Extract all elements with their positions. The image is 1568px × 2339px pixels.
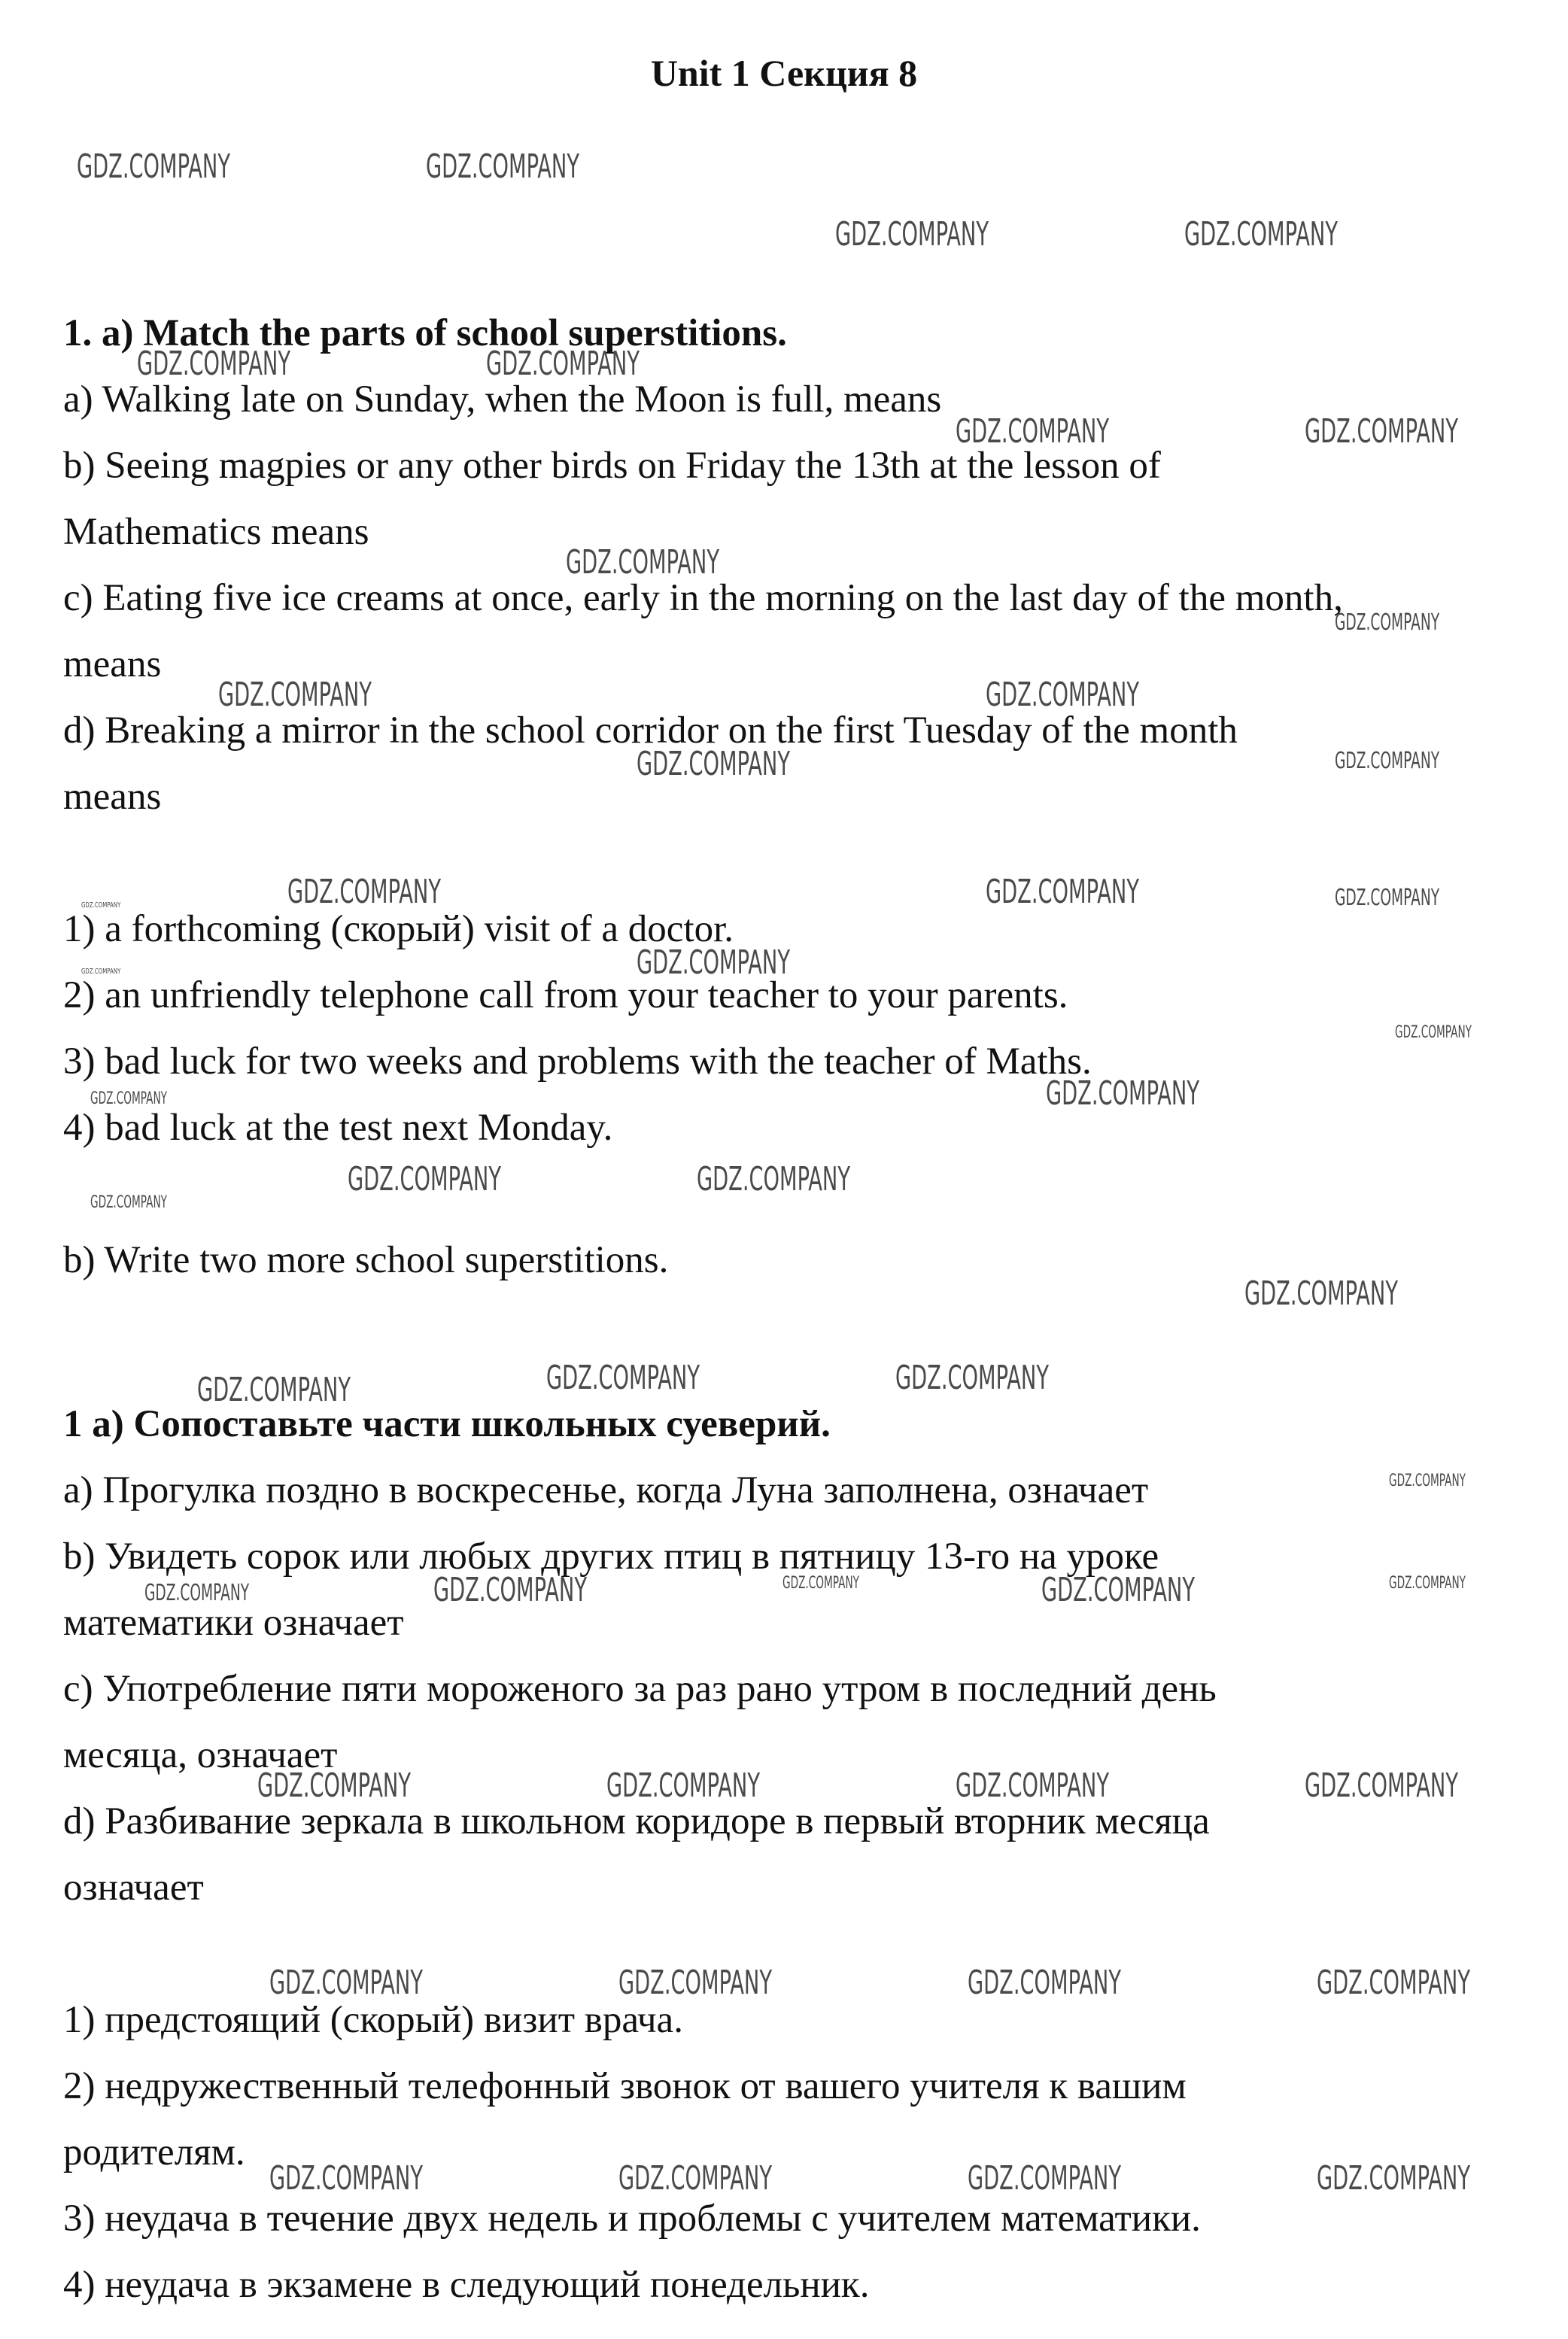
watermark: GDZ.COMPANY [218,676,372,714]
watermark: GDZ.COMPANY [968,1964,1122,2002]
watermark: GDZ.COMPANY [1395,1023,1472,1042]
russian-line-d-cont: означает [63,1867,204,1909]
watermark: GDZ.COMPANY [1305,1766,1459,1805]
russian-line-c: c) Употребление пяти мороженого за раз рано утром в последний день [63,1668,1217,1710]
english-line-c: c) Eating five ice creams at once, early in the morning on the last day of the month, [63,577,1343,619]
english-line-d-cont: means [63,776,162,818]
watermark: GDZ.COMPANY [546,1359,700,1397]
watermark: GDZ.COMPANY [895,1359,1050,1397]
watermark: GDZ.COMPANY [137,345,291,383]
russian-heading: 1 а) Сопоставьте части школьных суеверий. [63,1403,831,1445]
watermark: GDZ.COMPANY [257,1766,412,1805]
english-line-d: d) Breaking a mirror in the school corridor on the first Tuesday of the month [63,709,1238,752]
watermark: GDZ.COMPANY [348,1160,502,1198]
watermark: GDZ.COMPANY [1317,2159,1471,2198]
watermark: GDZ.COMPANY [1317,1964,1471,2002]
watermark: GDZ.COMPANY [269,1964,424,2002]
watermark: GDZ.COMPANY [1041,1571,1196,1609]
english-line-b: b) Seeing magpies or any other birds on Friday the 13th at the lesson of [63,445,1161,487]
watermark: GDZ.COMPANY [1335,885,1440,911]
russian-option-1: 1) предстоящий (скорый) визит врача. [63,1999,683,2041]
english-option-1: 1) a forthcoming (скорый) visit of a doctor. [63,908,734,950]
watermark: GDZ.COMPANY [986,873,1140,911]
watermark: GDZ.COMPANY [1046,1074,1200,1113]
watermark: GDZ.COMPANY [426,147,580,186]
watermark: GDZ.COMPANY [637,745,791,783]
watermark: GDZ.COMPANY [90,1089,168,1108]
russian-option-2-cont: родителям. [63,2131,245,2173]
watermark: GDZ.COMPANY [697,1160,851,1198]
russian-line-b-cont: математики означает [63,1602,404,1644]
watermark: GDZ.COMPANY [486,345,640,383]
watermark: GDZ.COMPANY [433,1571,588,1609]
watermark: GDZ.COMPANY [287,873,442,911]
watermark: GDZ.COMPANY [1389,1472,1466,1490]
watermark: GDZ.COMPANY [835,215,989,254]
page-title: Unit 1 Секция 8 [650,52,918,94]
watermark: GDZ.COMPANY [1184,215,1339,254]
watermark: GDZ.COMPANY [782,1574,860,1593]
watermark: GDZ.COMPANY [1305,412,1459,451]
watermark: GDZ.COMPANY [968,2159,1122,2198]
watermark: GDZ.COMPANY [1244,1274,1399,1313]
russian-line-a: a) Прогулка поздно в воскресенье, когда Луна заполнена, означает [63,1469,1149,1511]
watermark: GDZ.COMPANY [197,1371,351,1409]
watermark: GDZ.COMPANY [618,1964,773,2002]
russian-option-4: 4) неудача в экзамене в следующий понедельник. [63,2264,870,2306]
russian-line-c-cont: месяца, означает [63,1734,338,1776]
watermark: GDZ.COMPANY [956,1766,1110,1805]
watermark: GDZ.COMPANY [81,967,121,976]
english-line-c-cont: means [63,643,162,685]
watermark: GDZ.COMPANY [956,412,1110,451]
english-option-4: 4) bad luck at the test next Monday. [63,1107,613,1149]
english-line-a: a) Walking late on Sunday, when the Moon is full, means [63,378,942,421]
watermark: GDZ.COMPANY [606,1766,761,1805]
watermark: GDZ.COMPANY [1335,609,1440,636]
watermark: GDZ.COMPANY [90,1193,168,1212]
watermark: GDZ.COMPANY [637,943,791,982]
watermark: GDZ.COMPANY [1389,1574,1466,1593]
watermark: GDZ.COMPANY [81,901,121,910]
watermark: GDZ.COMPANY [1335,748,1440,774]
watermark: GDZ.COMPANY [269,2159,424,2198]
english-option-2: 2) an unfriendly telephone call from your teacher to your parents. [63,974,1068,1016]
watermark: GDZ.COMPANY [986,676,1140,714]
russian-line-d: d) Разбивание зеркала в школьном коридоре в первый вторник месяца [63,1800,1210,1842]
russian-line-b: b) Увидеть сорок или любых других птиц в пятницу 13-го на уроке [63,1536,1159,1578]
watermark: GDZ.COMPANY [144,1580,250,1606]
russian-option-2: 2) недружественный телефонный звонок от вашего учителя к вашим [63,2065,1187,2107]
english-option-3: 3) bad luck for two weeks and problems with the teacher of Maths. [63,1040,1092,1083]
russian-option-3: 3) неудача в течение двух недель и проблемы с учителем математики. [63,2198,1201,2240]
watermark: GDZ.COMPANY [566,543,720,582]
watermark: GDZ.COMPANY [77,147,231,186]
watermark: GDZ.COMPANY [618,2159,773,2198]
english-task-b: b) Write two more school superstitions. [63,1239,669,1281]
english-line-b-cont: Mathematics means [63,511,369,553]
english-heading: 1. a) Match the parts of school superstitions. [63,312,787,354]
